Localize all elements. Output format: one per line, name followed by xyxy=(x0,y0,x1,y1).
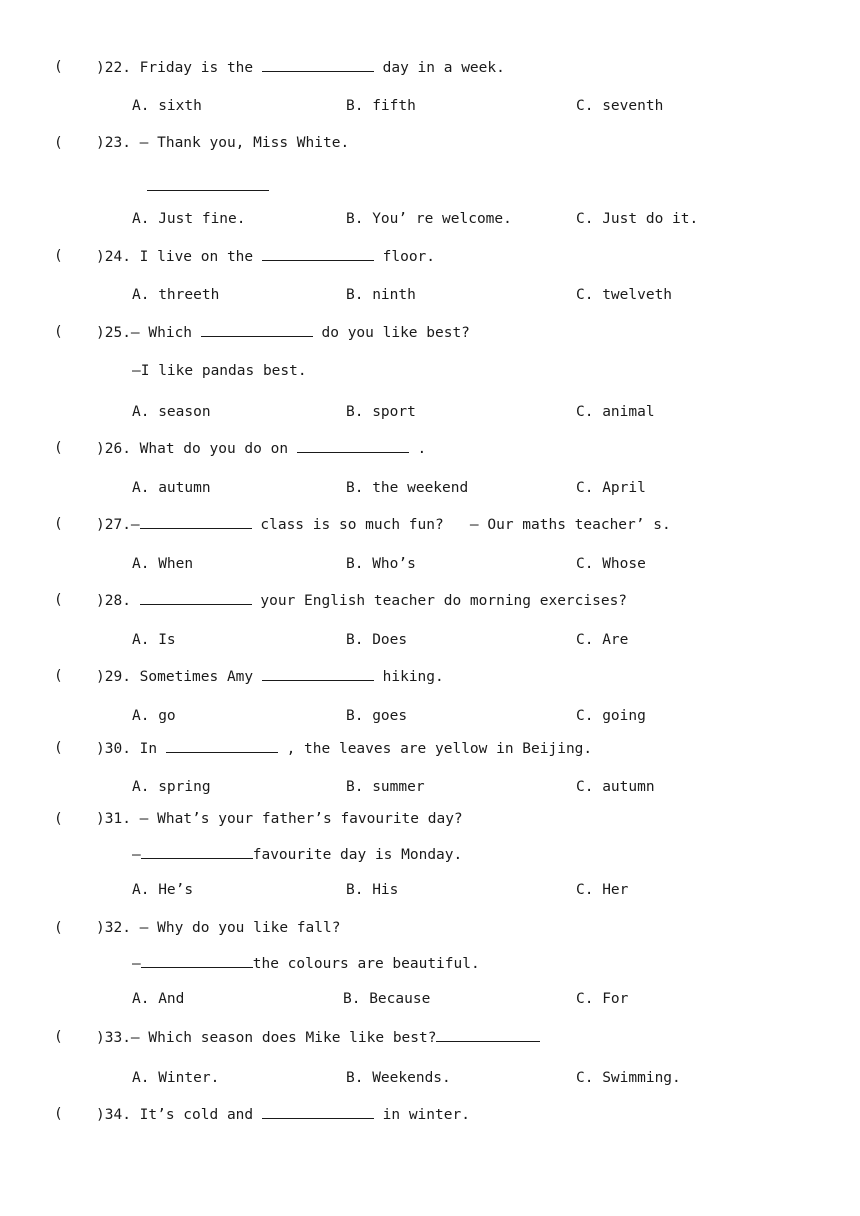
question-number: )26. xyxy=(96,441,131,457)
option-c: C. Swimming. xyxy=(576,1070,681,1086)
dash: — xyxy=(132,847,141,863)
question-27 xyxy=(96,515,671,534)
answer-paren: ( xyxy=(54,1029,63,1045)
question-text: floor. xyxy=(382,249,436,265)
answer-blank xyxy=(140,515,252,529)
question-23 xyxy=(96,134,349,152)
option-a: A. season xyxy=(132,404,211,420)
question-text: Friday is the xyxy=(139,60,254,76)
option-c: C. animal xyxy=(576,404,655,420)
answer-paren: ( xyxy=(54,248,63,264)
option-b: B. the weekend xyxy=(346,480,469,496)
question-number: )29. xyxy=(96,669,131,685)
option-b: B. Because xyxy=(343,991,431,1007)
question-number: )23. xyxy=(96,135,131,151)
question-text: — Which season does Mike like best? xyxy=(130,1030,437,1046)
question-text: — Thank you, Miss White. xyxy=(139,135,350,151)
option-b: B. Weekends. xyxy=(346,1070,451,1086)
answer-blank xyxy=(147,190,269,191)
answer-blank xyxy=(140,591,252,605)
question-text: . xyxy=(417,441,427,457)
answer-paren: ( xyxy=(54,440,63,456)
question-number: )33. xyxy=(96,1030,131,1046)
question-30 xyxy=(96,739,592,758)
question-number: )30. xyxy=(96,741,131,757)
option-c: C. Are xyxy=(576,632,629,648)
question-text: — Which xyxy=(130,325,193,341)
answer-blank xyxy=(262,1105,374,1119)
answer-blank xyxy=(297,439,409,453)
reply-text: the colours are beautiful. xyxy=(252,956,480,972)
question-text: class is so much fun? — Our maths teacher’ s. xyxy=(260,517,671,533)
option-b: B. Does xyxy=(346,632,408,648)
option-a: A. Is xyxy=(132,632,176,648)
option-a: A. Just fine. xyxy=(132,211,246,227)
option-b: B. You’ re welcome. xyxy=(346,211,512,227)
option-b: B. His xyxy=(346,882,399,898)
question-text: Sometimes Amy xyxy=(139,669,254,685)
question-number: )22. xyxy=(96,60,131,76)
question-text: What do you do on xyxy=(139,441,289,457)
option-a: A. When xyxy=(132,556,194,572)
question-number: )32. xyxy=(96,920,131,936)
option-a: A. threeth xyxy=(132,287,220,303)
option-a: A. autumn xyxy=(132,480,211,496)
option-c: C. April xyxy=(576,480,646,496)
question-31 xyxy=(96,810,463,828)
question-number: )34. xyxy=(96,1107,131,1123)
option-b: B. summer xyxy=(346,779,425,795)
question-text: — xyxy=(130,517,140,533)
question-28 xyxy=(96,591,627,610)
option-c: C. autumn xyxy=(576,779,655,795)
answer-blank xyxy=(141,954,253,968)
question-text: I live on the xyxy=(139,249,254,265)
option-c: C. Her xyxy=(576,882,629,898)
option-b: B. sport xyxy=(346,404,416,420)
option-a: A. sixth xyxy=(132,98,202,114)
question-25 xyxy=(96,323,470,342)
answer-blank xyxy=(436,1028,540,1042)
option-a: A. And xyxy=(132,991,185,1007)
question-text: hiking. xyxy=(382,669,444,685)
option-c: C. For xyxy=(576,991,629,1007)
option-a: A. Winter. xyxy=(132,1070,220,1086)
question-number: )31. xyxy=(96,811,131,827)
dialogue-reply xyxy=(132,845,462,864)
question-text: In xyxy=(139,741,158,757)
answer-paren: ( xyxy=(54,135,63,151)
option-b: B. ninth xyxy=(346,287,416,303)
option-c: C. going xyxy=(576,708,646,724)
answer-paren: ( xyxy=(54,516,63,532)
answer-blank xyxy=(166,739,278,753)
answer-paren: ( xyxy=(54,324,63,340)
answer-paren: ( xyxy=(54,59,63,75)
option-a: A. go xyxy=(132,708,176,724)
answer-blank xyxy=(262,58,374,72)
option-c: C. Just do it. xyxy=(576,211,699,227)
dialogue-reply: —I like pandas best. xyxy=(132,363,307,379)
question-text: — What’s your father’s favourite day? xyxy=(139,811,463,827)
option-c: C. seventh xyxy=(576,98,664,114)
question-24 xyxy=(96,247,435,266)
question-text: day in a week. xyxy=(382,60,505,76)
option-a: A. spring xyxy=(132,779,211,795)
option-b: B. Who’s xyxy=(346,556,416,572)
answer-paren: ( xyxy=(54,668,63,684)
answer-paren: ( xyxy=(54,920,63,936)
answer-blank xyxy=(141,845,253,859)
question-number: )25. xyxy=(96,325,131,341)
question-text: do you like best? xyxy=(321,325,470,341)
question-number: )24. xyxy=(96,249,131,265)
question-33 xyxy=(96,1028,540,1047)
answer-blank xyxy=(262,667,374,681)
answer-paren: ( xyxy=(54,1106,63,1122)
option-c: C. Whose xyxy=(576,556,646,572)
question-number: )27. xyxy=(96,517,131,533)
dash: — xyxy=(132,956,141,972)
option-c: C. twelveth xyxy=(576,287,673,303)
question-text: — Why do you like fall? xyxy=(139,920,341,936)
option-a: A. He’s xyxy=(132,882,194,898)
question-text: It’s cold and xyxy=(139,1107,254,1123)
question-text: , the leaves are yellow in Beijing. xyxy=(286,741,593,757)
question-number: )28. xyxy=(96,593,131,609)
question-text: your English teacher do morning exercises? xyxy=(260,593,628,609)
dialogue-reply xyxy=(132,954,480,973)
question-text: in winter. xyxy=(382,1107,470,1123)
question-22 xyxy=(96,58,505,77)
question-34 xyxy=(96,1105,470,1124)
answer-blank xyxy=(262,247,374,261)
answer-paren: ( xyxy=(54,811,63,827)
question-32 xyxy=(96,919,340,937)
reply-text: favourite day is Monday. xyxy=(252,847,463,863)
answer-blank xyxy=(201,323,313,337)
question-26 xyxy=(96,439,426,458)
option-b: B. goes xyxy=(346,708,408,724)
answer-paren: ( xyxy=(54,740,63,756)
option-b: B. fifth xyxy=(346,98,416,114)
question-29 xyxy=(96,667,444,686)
answer-paren: ( xyxy=(54,592,63,608)
